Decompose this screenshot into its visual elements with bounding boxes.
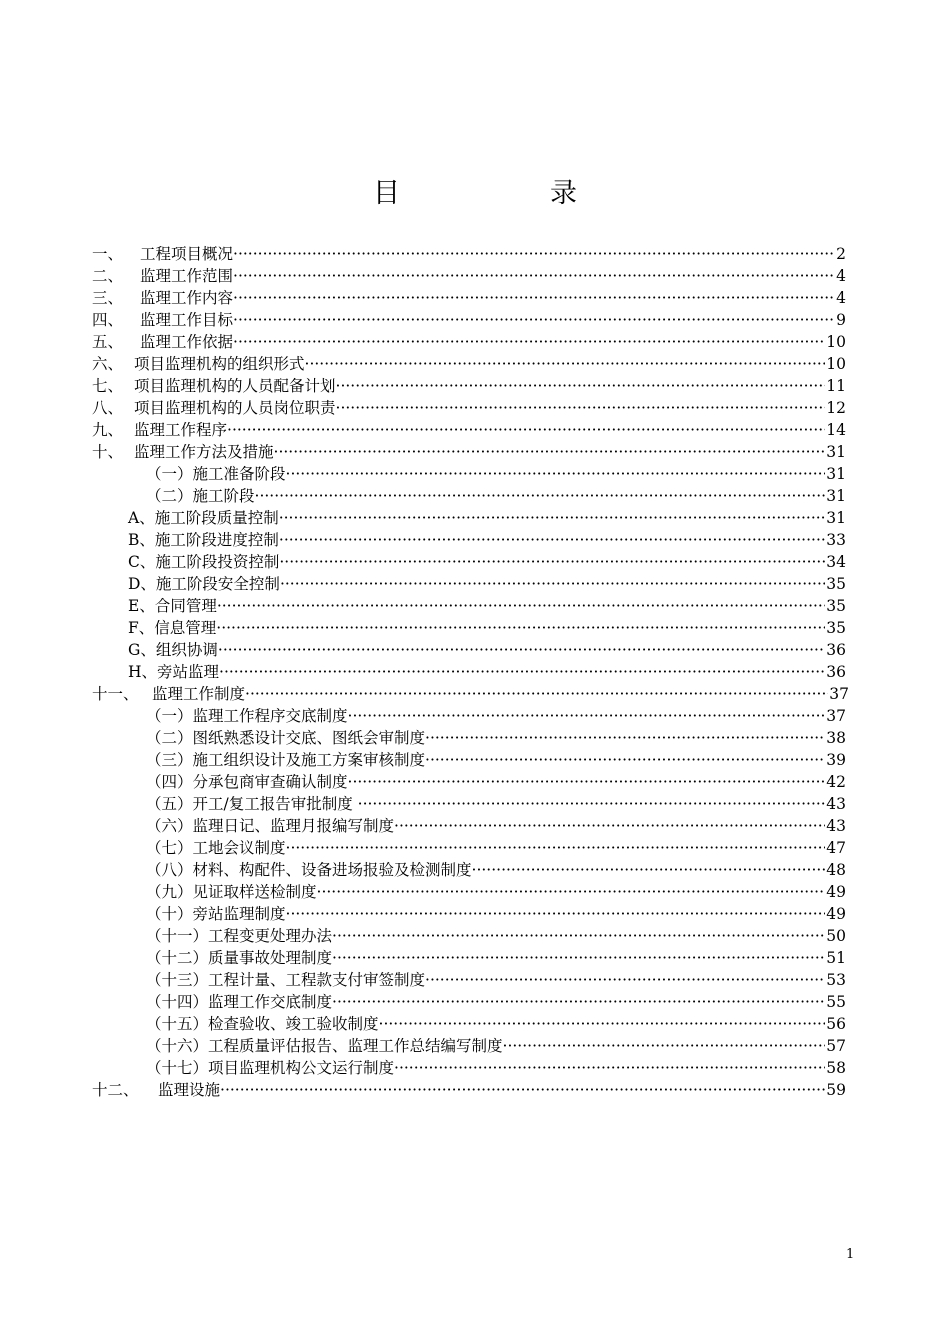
- toc-entry-3[interactable]: [92, 287, 846, 309]
- toc-entry-11-6[interactable]: [92, 815, 846, 837]
- toc-entry-c[interactable]: [92, 551, 846, 573]
- toc-entry-label: 监理工作制度: [152, 685, 246, 703]
- dot-leader: [336, 375, 826, 397]
- dot-leader: [286, 463, 826, 485]
- dot-leader: [233, 243, 835, 265]
- toc-entry-page: 35: [826, 575, 846, 593]
- dot-leader: [317, 881, 826, 903]
- dot-leader: [245, 683, 828, 705]
- toc-entry-11-10[interactable]: [92, 903, 846, 925]
- toc-entry-4[interactable]: [92, 309, 846, 331]
- toc-entry-page: 56: [826, 1015, 846, 1033]
- toc-entry-label: D、施工阶段安全控制: [128, 575, 280, 593]
- dot-leader: [216, 617, 825, 639]
- toc-entry-label: （二）图纸熟悉设计交底、图纸会审制度: [146, 729, 426, 747]
- toc-entry-11-5[interactable]: [92, 793, 846, 815]
- toc-entry-page: 10: [826, 333, 846, 351]
- dot-leader: [219, 661, 825, 683]
- toc-entry-label: 监理工作程序: [134, 421, 228, 439]
- toc-entry-1[interactable]: [92, 243, 846, 265]
- toc-entry-page: 31: [826, 509, 846, 527]
- toc-entry-label: （三）施工组织设计及施工方案审核制度: [146, 751, 426, 769]
- dot-leader: [227, 419, 825, 441]
- toc-entry-label: （五）开工/复工报告审批制度: [146, 795, 358, 813]
- toc-entry-number: 五、: [92, 333, 124, 351]
- toc-entry-label: （十）旁站监理制度: [146, 905, 286, 923]
- toc-entry-label: （十二）质量事故处理制度: [146, 949, 333, 967]
- toc-entry-label: （十五）检查验收、竣工验收制度: [146, 1015, 379, 1033]
- toc-entry-page: 31: [826, 443, 846, 461]
- dot-leader: [217, 595, 825, 617]
- toc-entry-label: （十一）工程变更处理办法: [146, 927, 333, 945]
- toc-entry-label: （六）监理日记、监理月报编写制度: [146, 817, 395, 835]
- toc-entry-11-7[interactable]: [92, 837, 846, 859]
- toc-entry-label: 监理工作范围: [140, 267, 234, 285]
- toc-entry-6[interactable]: [92, 353, 846, 375]
- toc-entry-11-4[interactable]: [92, 771, 846, 793]
- table-of-contents: [92, 243, 849, 1101]
- toc-entry-page: 9: [836, 311, 846, 329]
- toc-entry-d[interactable]: [92, 573, 846, 595]
- dot-leader: [220, 1079, 825, 1101]
- toc-entry-page: 42: [826, 773, 846, 791]
- toc-entry-number: 三、: [92, 289, 124, 307]
- toc-entry-page: 11: [826, 377, 846, 395]
- toc-entry-10[interactable]: [92, 441, 846, 463]
- toc-entry-label: 监理工作目标: [140, 311, 234, 329]
- toc-entry-a[interactable]: [92, 507, 846, 529]
- dot-leader: [218, 639, 825, 661]
- toc-entry-label: 项目监理机构的人员配备计划: [134, 377, 336, 395]
- toc-entry-5[interactable]: [92, 331, 846, 353]
- toc-entry-page: 43: [826, 795, 846, 813]
- dot-leader: [305, 353, 826, 375]
- dot-leader: [394, 815, 825, 837]
- dot-leader: [233, 331, 825, 353]
- toc-entry-e[interactable]: [92, 595, 846, 617]
- toc-entry-11-11[interactable]: [92, 925, 846, 947]
- toc-entry-label: 监理工作依据: [140, 333, 234, 351]
- toc-entry-8[interactable]: [92, 397, 846, 419]
- toc-entry-11-8[interactable]: [92, 859, 846, 881]
- toc-entry-page: 33: [826, 531, 846, 549]
- toc-entry-label: （十七）项目监理机构公文运行制度: [146, 1059, 395, 1077]
- toc-entry-label: （二）施工阶段: [146, 487, 255, 505]
- dot-leader: [279, 529, 825, 551]
- toc-entry-g[interactable]: [92, 639, 846, 661]
- dot-leader: [332, 947, 825, 969]
- toc-entry-page: 31: [826, 465, 846, 483]
- toc-entry-page: 31: [826, 487, 846, 505]
- toc-entry-page: 43: [826, 817, 846, 835]
- toc-entry-page: 47: [826, 839, 846, 857]
- toc-entry-11-17[interactable]: [92, 1057, 846, 1079]
- toc-entry-label: （七）工地会议制度: [146, 839, 286, 857]
- toc-entry-11-12[interactable]: [92, 947, 846, 969]
- toc-entry-number: 十二、: [92, 1081, 139, 1099]
- toc-entry-number: 六、: [92, 355, 124, 373]
- dot-leader: [286, 837, 826, 859]
- toc-entry-number: 七、: [92, 377, 124, 395]
- toc-entry-11-2[interactable]: [92, 727, 846, 749]
- toc-entry-label: G、组织协调: [128, 641, 218, 659]
- toc-entry-page: 51: [826, 949, 846, 967]
- toc-entry-label: （十六）工程质量评估报告、监理工作总结编写制度: [146, 1037, 503, 1055]
- dot-leader: [379, 1013, 826, 1035]
- toc-entry-11-9[interactable]: [92, 881, 846, 903]
- toc-entry-page: 59: [826, 1081, 846, 1099]
- toc-entry-page: 14: [826, 421, 846, 439]
- toc-entry-11-3[interactable]: [92, 749, 846, 771]
- toc-entry-page: 49: [826, 905, 846, 923]
- toc-entry-11-14[interactable]: [92, 991, 846, 1013]
- toc-entry-label: E、合同管理: [128, 597, 217, 615]
- toc-entry-page: 38: [826, 729, 846, 747]
- toc-entry-2[interactable]: [92, 265, 846, 287]
- toc-entry-11-15[interactable]: [92, 1013, 846, 1035]
- toc-entry-page: 4: [836, 267, 846, 285]
- dot-leader: [274, 441, 826, 463]
- toc-entry-page: 49: [826, 883, 846, 901]
- toc-entry-h[interactable]: [92, 661, 846, 683]
- toc-entry-9[interactable]: [92, 419, 846, 441]
- toc-entry-10-2[interactable]: [92, 485, 846, 507]
- toc-entry-label: 工程项目概况: [140, 245, 234, 263]
- toc-entry-page: 58: [826, 1059, 846, 1077]
- toc-entry-label: 监理工作内容: [140, 289, 234, 307]
- toc-entry-page: 35: [826, 619, 846, 637]
- dot-leader: [336, 397, 826, 419]
- toc-entry-11-13[interactable]: [92, 969, 846, 991]
- toc-entry-11-1[interactable]: [92, 705, 846, 727]
- toc-entry-number: 四、: [92, 311, 124, 329]
- toc-entry-number: 十一、: [92, 685, 139, 703]
- toc-entry-page: 55: [826, 993, 846, 1011]
- toc-entry-label: 监理工作方法及措施: [134, 443, 274, 461]
- toc-entry-number: 二、: [92, 267, 124, 285]
- toc-entry-f[interactable]: [92, 617, 846, 639]
- toc-entry-label: 项目监理机构的组织形式: [134, 355, 305, 373]
- toc-entry-label: C、施工阶段投资控制: [128, 553, 280, 571]
- toc-entry-page: 2: [836, 245, 846, 263]
- dot-leader: [279, 507, 826, 529]
- toc-entry-page: 50: [826, 927, 846, 945]
- dot-leader: [233, 309, 835, 331]
- toc-entry-page: 34: [826, 553, 846, 571]
- toc-entry-page: 12: [826, 399, 846, 417]
- toc-entry-page: 35: [826, 597, 846, 615]
- dot-leader: [286, 903, 826, 925]
- dot-leader: [279, 551, 825, 573]
- toc-entry-label: （九）见证取样送检制度: [146, 883, 317, 901]
- toc-entry-label: （一）监理工作程序交底制度: [146, 707, 348, 725]
- toc-entry-page: 39: [826, 751, 846, 769]
- toc-entry-page: 10: [826, 355, 846, 373]
- toc-entry-number: 一、: [92, 245, 124, 263]
- toc-entry-page: 37: [826, 707, 846, 725]
- dot-leader: [394, 1057, 825, 1079]
- toc-entry-page: 48: [826, 861, 846, 879]
- toc-entry-number: 十、: [92, 443, 124, 461]
- dot-leader: [233, 265, 835, 287]
- dot-leader: [503, 1035, 826, 1057]
- toc-entry-page: 57: [826, 1037, 846, 1055]
- dot-leader: [332, 991, 825, 1013]
- toc-entry-label: （八）材料、构配件、设备进场报验及检测制度: [146, 861, 472, 879]
- toc-title-right: 录: [550, 178, 577, 209]
- toc-entry-number: 九、: [92, 421, 124, 439]
- toc-entry-label: （一）施工准备阶段: [146, 465, 286, 483]
- toc-entry-label: F、信息管理: [128, 619, 217, 637]
- dot-leader: [255, 485, 826, 507]
- toc-entry-label: 项目监理机构的人员岗位职责: [134, 399, 336, 417]
- dot-leader: [332, 925, 825, 947]
- dot-leader: [348, 771, 826, 793]
- toc-entry-label: 监理设施: [158, 1081, 221, 1099]
- toc-title-left: 目: [373, 178, 400, 209]
- toc-entry-7[interactable]: [92, 375, 846, 397]
- toc-entry-12[interactable]: [92, 1079, 846, 1101]
- toc-entry-label: （十四）监理工作交底制度: [146, 993, 333, 1011]
- toc-entry-page: 53: [826, 971, 846, 989]
- toc-entry-label: A、施工阶段质量控制: [128, 509, 279, 527]
- toc-title: [0, 176, 950, 212]
- toc-entry-page: 36: [826, 663, 846, 681]
- toc-entry-label: H、旁站监理: [128, 663, 220, 681]
- toc-entry-11[interactable]: [92, 683, 849, 705]
- toc-entry-11-16[interactable]: [92, 1035, 846, 1057]
- toc-entry-page: 36: [826, 641, 846, 659]
- dot-leader: [425, 727, 825, 749]
- toc-entry-number: 八、: [92, 399, 124, 417]
- dot-leader: [280, 573, 825, 595]
- dot-leader: [425, 969, 825, 991]
- toc-entry-page: 37: [829, 685, 849, 703]
- toc-entry-label: （四）分承包商审查确认制度: [146, 773, 348, 791]
- dot-leader: [358, 793, 826, 815]
- toc-entry-label: （十三）工程计量、工程款支付审签制度: [146, 971, 426, 989]
- dot-leader: [233, 287, 835, 309]
- page-number: 1: [846, 1247, 855, 1262]
- toc-entry-10-1[interactable]: [92, 463, 846, 485]
- dot-leader: [472, 859, 826, 881]
- dot-leader: [348, 705, 826, 727]
- toc-entry-label: B、施工阶段进度控制: [128, 531, 279, 549]
- toc-entry-page: 4: [836, 289, 846, 307]
- toc-entry-b[interactable]: [92, 529, 846, 551]
- dot-leader: [425, 749, 825, 771]
